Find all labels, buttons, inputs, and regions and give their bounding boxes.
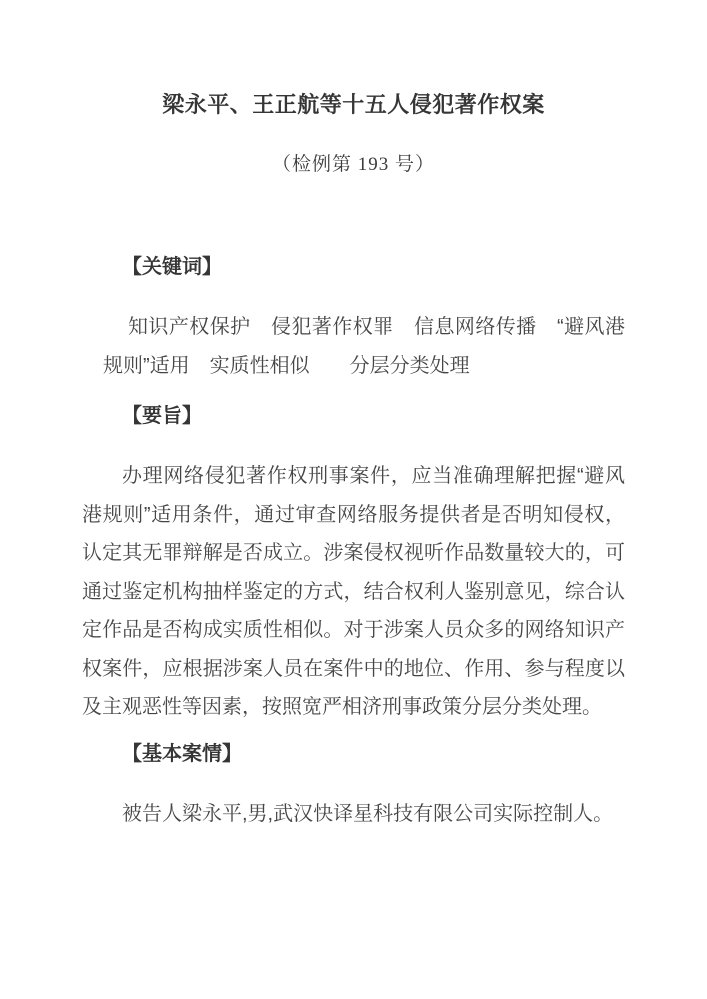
basic-facts-heading: 【基本案情】 [122,742,242,765]
case-number: （检例第 193 号） [271,154,435,175]
basic-facts-text: 被告人梁永平,男,武汉快译星科技有限公司实际控制人。 [122,802,614,825]
section-gist [82,404,625,727]
document-title: 梁永平、王正航等十五人侵犯著作权案 [162,92,545,117]
gist-heading: 【要旨】 [122,405,202,427]
gist-text: 办理网络侵犯著作权刑事案件，应当准确理解把握“避风港规则”适用条件，通过审查网络服务提供者是否明知侵权，认定其无罪辩解是否成立。涉案侵权视听作品数量较大的，可通过鉴定机构抽样鉴定的方式，结合权利人鉴别意见，综合认定作品是否构成实质性相似。对于涉案人员众多的网络知识产权案件，应根据涉案人员在案件中的地位、作用、参与程度以及主观恶性等因素，按照宽严相济刑事政策分层分类处理。 [82,465,625,718]
section-keywords [82,255,625,385]
keywords-heading: 【关键词】 [122,256,222,278]
section-basic-facts [82,742,625,834]
keywords-text: 知识产权保护 侵犯著作权罪 信息网络传播 “避风港规则”适用 实质性相似 分层分类处理 [103,316,625,377]
